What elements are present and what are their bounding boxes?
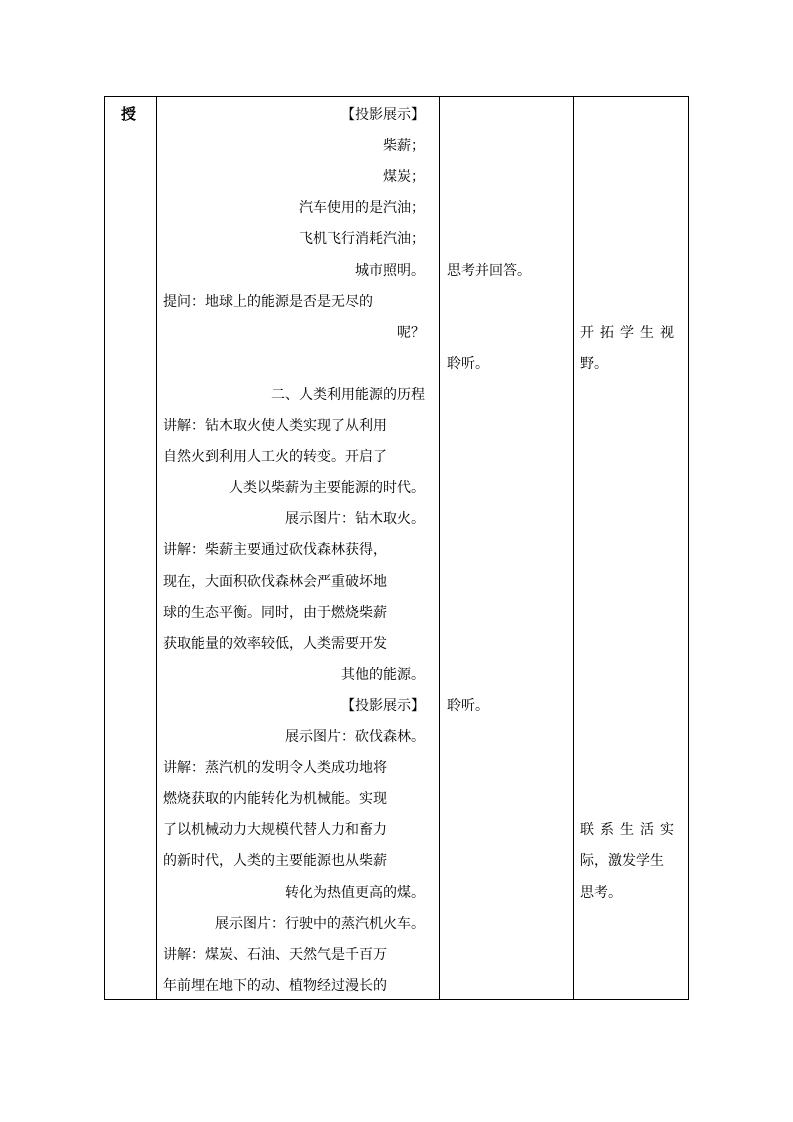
teacher-line: 现在，大面积砍伐森林会严重破坏地 xyxy=(163,573,387,590)
teacher-line: 人类以柴薪为主要能源的时代。 xyxy=(229,480,425,497)
teacher-line: 讲解：煤炭、石油、天然气是千百万 xyxy=(163,946,387,963)
design-intent-line: 开拓学生视 xyxy=(580,324,680,341)
design-intent-line: 联系生活实 xyxy=(580,822,680,839)
column-divider-2 xyxy=(439,97,440,999)
teacher-line: 其他的能源。 xyxy=(341,666,425,683)
design-intent-line: 际，激发学生 xyxy=(580,853,664,870)
teaching-stage-label: 授 xyxy=(121,105,137,123)
student-activity: 聆听。 xyxy=(447,355,489,372)
teacher-line: 二、人类利用能源的历程 xyxy=(271,386,425,403)
teacher-line: 展示图片：行驶中的蒸汽机火车。 xyxy=(215,915,425,932)
teacher-line: 呢？ xyxy=(397,324,425,341)
teacher-line: 讲解：钻木取火使人类实现了从利用 xyxy=(163,418,387,434)
teacher-line: 飞机飞行消耗汽油； xyxy=(299,231,425,248)
teacher-line: 汽车使用的是汽油； xyxy=(299,200,425,217)
teacher-line: 【投影展示】 xyxy=(341,697,425,714)
lesson-plan-table xyxy=(104,96,689,1000)
design-intent-line: 思考。 xyxy=(580,884,622,901)
design-intent-line: 野。 xyxy=(580,355,608,372)
teacher-line: 展示图片：钻木取火。 xyxy=(285,511,425,528)
teacher-line: 年前埋在地下的动、植物经过漫长的 xyxy=(163,977,387,994)
teacher-line: 获取能量的效率较低，人类需要开发 xyxy=(163,635,387,652)
teacher-line: 转化为热值更高的煤。 xyxy=(285,884,425,901)
column-divider-1 xyxy=(156,97,157,999)
teacher-line: 球的生态平衡。同时，由于燃烧柴薪 xyxy=(163,604,387,621)
teacher-line: 柴薪； xyxy=(383,138,425,155)
teacher-line: 展示图片：砍伐森林。 xyxy=(285,729,425,745)
teacher-line: 自然火到利用人工火的转变。开启了 xyxy=(163,449,387,466)
teacher-line: 讲解：蒸汽机的发明令人类成功地将 xyxy=(163,760,387,777)
teacher-line: 的新时代，人类的主要能源也从柴薪 xyxy=(163,853,387,870)
teacher-line: 提问：地球上的能源是否是无尽的 xyxy=(163,293,373,310)
student-activity: 聆听。 xyxy=(447,697,489,714)
teacher-line: 城市照明。 xyxy=(355,262,425,279)
column-divider-3 xyxy=(573,97,574,999)
teacher-line: 煤炭； xyxy=(383,169,425,186)
teacher-line: 燃烧获取的内能转化为机械能。实现 xyxy=(163,791,387,808)
teacher-line: 了以机械动力大规模代替人力和畜力 xyxy=(163,822,387,839)
student-activity: 思考并回答。 xyxy=(447,262,531,279)
teacher-line: 【投影展示】 xyxy=(341,107,425,123)
teacher-line: 讲解：柴薪主要通过砍伐森林获得， xyxy=(163,542,387,559)
